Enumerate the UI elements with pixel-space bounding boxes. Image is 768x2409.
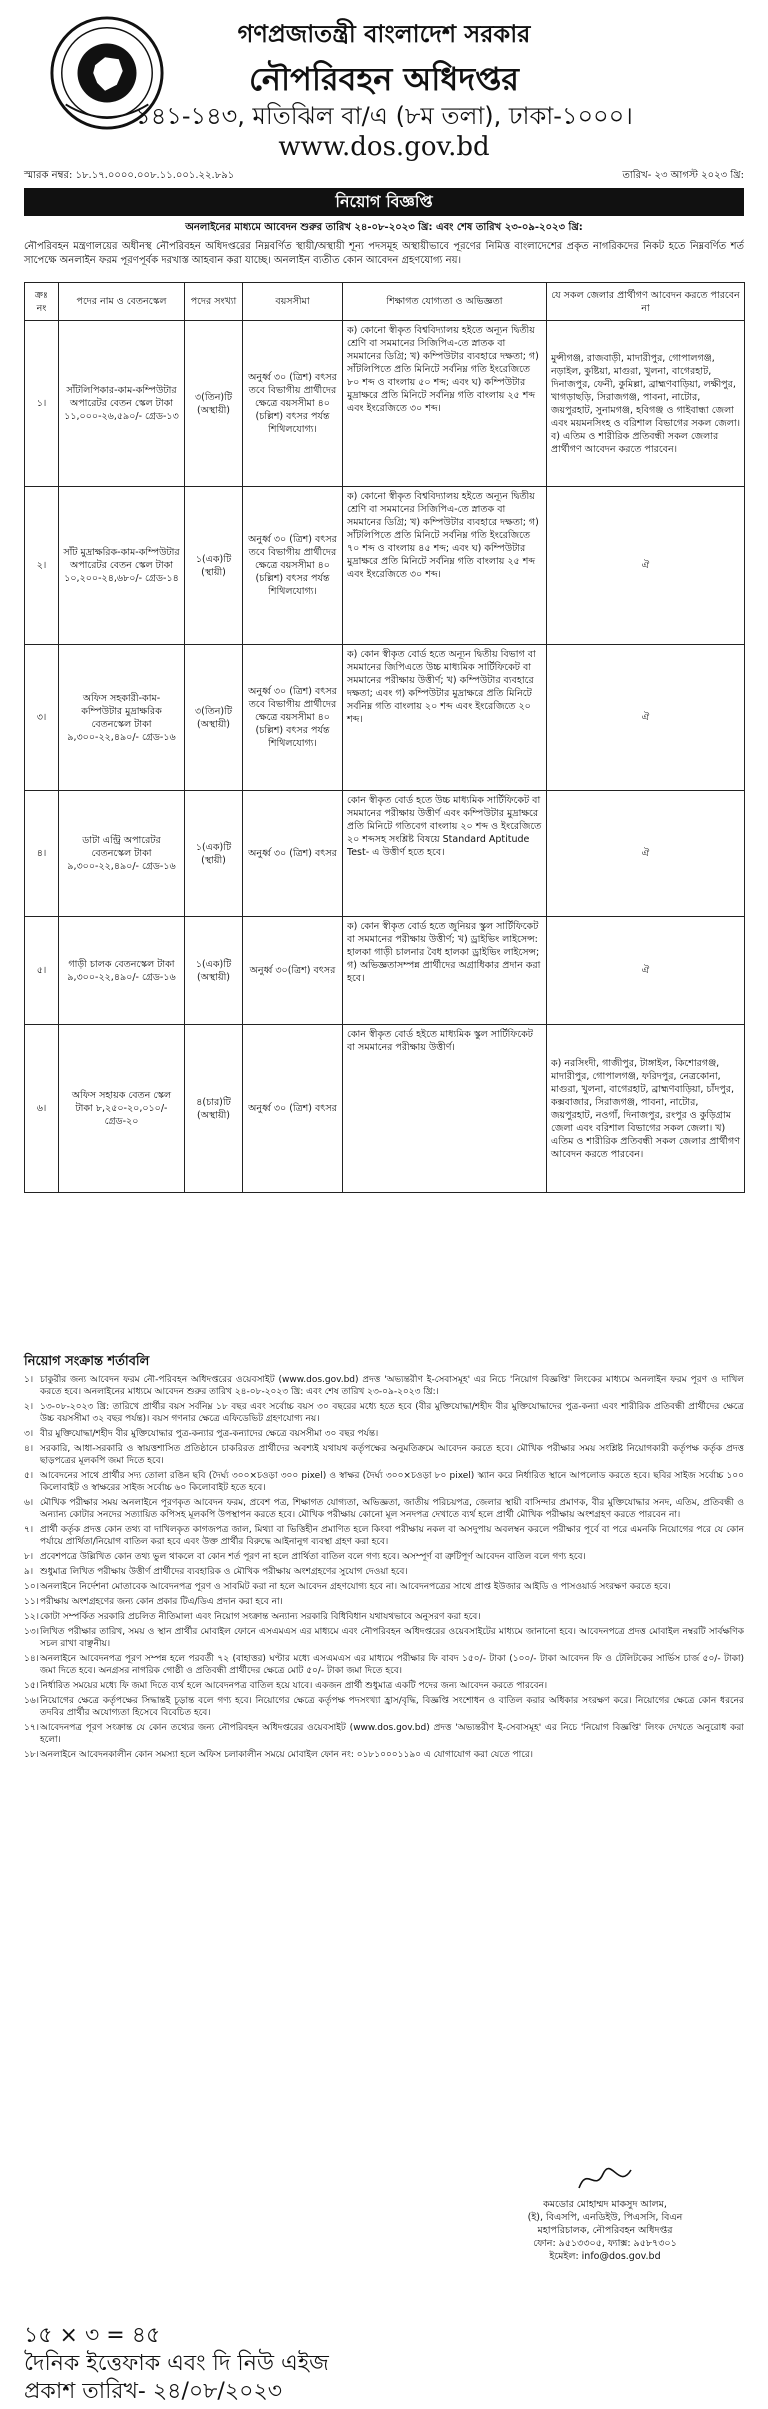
application-dates: অনলাইনের মাধ্যমে আবেদন শুরুর তারিখ ২৪-০৮-২০২৩ খ্রি: এবং শেষ তারিখ ২৩-০৯-২০২৩ খ্রি:: [185, 222, 583, 233]
row-districts: ঐ: [547, 917, 745, 1025]
signatory-name: কমডোর মোহাম্মদ মাকসুদ আলম,: [543, 2199, 667, 2210]
condition-item: ৭। প্রার্থী কর্তৃক প্রদত্ত কোন তথ্য বা দাখিলকৃত কাগজপত্র জাল, মিথ্যা বা ভিত্তিহীন প্রমাণিত হলে কিংবা পরীক্ষায় নকল বা অসদুপায় অবলম্বন করলে পরীক্ষার পূর্বে বা পরে এমনকি নিয়োগের পরে যে কোন পর্যায়ে প্রার্থিতা/নিয়োগ বাতিল করা হবে এবং উক্ত প্রার্থীর বিরুদ্ধে আইনানুগ ব্যবস্থা গ্রহণ করা হবে।: [24, 1525, 744, 1547]
row-serial: ৬।: [25, 1025, 59, 1193]
condition-item: ১৫।নির্ধারিত সময়ের মধ্যে ফি জমা দিতে ব্যর্থ হলে আবেদনপত্র বাতিল হয়ে যাবে। একজন প্রার্থী শুধুমাত্র একটি পদের জন্য আবেদন করতে পারবেন।: [24, 1681, 548, 1691]
website: www.dos.gov.bd: [278, 132, 490, 162]
posts-table: [24, 282, 745, 1193]
row-age: অনুর্ধ্ব ৩০ (ত্রিশ) বৎসর তবে বিভাগীয় প্রার্থীদের ক্ষেত্রে বয়সসীমা ৪০ (চল্লিশ) বৎসর পর্যন্ত শিথিলযোগ্য।: [243, 321, 343, 487]
memo-row: [24, 168, 744, 186]
table-row: [25, 791, 745, 917]
condition-item: ১৬।নিয়োগের ক্ষেত্রে কর্তৃপক্ষের সিদ্ধান্তই চূড়ান্ত বলে গণ্য হবে। নিয়োগের ক্ষেত্রে কর্তৃপক্ষ পদসংখ্যা হ্রাস/বৃদ্ধি, বিজ্ঞপ্তি সংশোধন ও বাতিল করার অধিকার সংরক্ষণ করে। নিয়োগের ক্ষেত্রে কোন ধরনের তদবির প্রার্থীর অযোগ্যতা হিসেবে বিবেচিত হবে।: [24, 1696, 744, 1718]
row-count: ৪(চার)টি (অস্থায়ী): [185, 1025, 243, 1193]
row-qualification: কোন স্বীকৃত বোর্ড হইতে মাধ্যমিক স্কুল সার্টিফিকেট বা সমমানের পরীক্ষায় উত্তীর্ণ।: [343, 1025, 547, 1193]
condition-item: ৬। মৌখিক পরীক্ষার সময় অনলাইনে পূরণকৃত আবেদন ফরম, প্রবেশ পত্র, শিক্ষাগত যোগ্যতা, অভিজ্ঞতা, জাতীয় পরিচয়পত্র, জেলার স্থায়ী বাসিন্দার প্রমাণক, বীর মুক্তিযোদ্ধার সনদ, এতিম, প্রতিবন্ধী ও অন্যান্য কোটার সনদের সত্যায়িত কপিসহ মূলকপি উপস্থাপন করতে হবে। মৌখিক পরীক্ষায় কোনো মূল সনদপত্র দেখাতে ব্যর্থ হলে প্রার্থী মৌখিক পরীক্ষায় অংশগ্রহণ করতে পারবেন না।: [24, 1498, 744, 1520]
row-post: অফিস সহকারী-কাম-কম্পিউটার মুদ্রাক্ষরিক বেতনস্কেল টাকা ৯,৩০০-২২,৪৯০/- গ্রেড-১৬: [59, 645, 185, 791]
notice-title: নিয়োগ বিজ্ঞপ্তি: [24, 188, 744, 216]
header-post: পদের নাম ও বেতনস্কেল: [59, 283, 185, 321]
condition-item: ৫। আবেদনের সাথে প্রার্থীর সদ্য তোলা রঙিন ছবি (দৈর্ঘ্য ৩০০×চওড়া ৩০০ pixel) ও স্বাক্ষর (দৈর্ঘ্য ৩০০×চওড়া ৮০ pixel) স্ক্যান করে নির্ধারিত স্থানে আপলোড করতে হবে। ছবির সাইজ সর্বোচ্চ ১০০ কিলোবাইট ও স্বাক্ষরের সাইজ সর্বোচ্চ ৬০ কিলোবাইট হতে হবে।: [24, 1471, 744, 1493]
memo-date: তারিখ- ২৩ আগস্ট ২০২৩ খ্রি:: [622, 170, 744, 181]
header-qualification: শিক্ষাগত যোগ্যতা ও অভিজ্ঞতা: [343, 283, 547, 321]
conditions-title: নিয়োগ সংক্রান্ত শর্তাবলি: [24, 1354, 150, 1369]
row-serial: ৩।: [25, 645, 59, 791]
publication-stamp: [24, 2322, 329, 2406]
row-districts: ঐ: [547, 487, 745, 645]
row-qualification: ক) কোনো স্বীকৃত বিশ্ববিদ্যালয় হইতে অন্যূন দ্বিতীয় শ্রেণি বা সমমানের সিজিপিএ-তে স্নাতক বা সমমানের ডিগ্রি; খ) কম্পিউটার ব্যবহারে দক্ষতা; গ) সাঁটলিপিতে প্রতি মিনিটে সর্বনিম্ন গতি ইংরেজিতে ৮০ শব্দ ও বাংলায় ৫০ শব্দ; এবং ঘ) কম্পিউটার মুদ্রাক্ষরে প্রতি মিনিটে সর্বনিম্ন গতি বাংলায় ২৫ শব্দ এবং ইংরেজিতে ৩০ শব্দ।: [343, 321, 547, 487]
row-count: ১(এক)টি (অস্থায়ী): [185, 917, 243, 1025]
row-serial: ৪।: [25, 791, 59, 917]
government-name: গণপ্রজাতন্ত্রী বাংলাদেশ সরকার: [237, 20, 531, 48]
row-post: গাড়ী চালক বেতনস্কেল টাকা ৯,৩০০-২২,৪৯০/- গ্রেড-১৬: [59, 917, 185, 1025]
row-post: সাঁটলিপিকার-কাম-কম্পিউটার অপারেটর বেতন স্কেল টাকা ১১,০০০-২৬,৫৯০/- গ্রেড-১৩: [59, 321, 185, 487]
signatory-title: মহাপরিচালক, নৌপরিবহন অধিদপ্তর: [537, 2225, 673, 2236]
header-age: বয়সসীমা: [243, 283, 343, 321]
row-age: অনুর্ধ্ব ৩০(ত্রিশ) বৎসর: [243, 917, 343, 1025]
row-post: অফিস সহায়ক বেতন স্কেল টাকা ৮,২৫০-২০,০১০/- গ্রেড-২০: [59, 1025, 185, 1193]
row-qualification: ক) কোন স্বীকৃত বোর্ড হতে অন্যূন দ্বিতীয় বিভাগ বা সমমানের জিপিএতে উচ্চ মাধ্যমিক সার্টিফিকেট বা সমমানের পরীক্ষায় উত্তীর্ণ; খ) কম্পিউটার ব্যবহারে দক্ষতা; এবং গ) কম্পিউটার মুদ্রাক্ষরে প্রতি মিনিটে সর্বনিম্ন গতি বাংলায় ২০ শব্দ এবং ইংরেজিতে ২০ শব্দ।: [343, 645, 547, 791]
condition-item: ১৪।অনলাইনে আবেদনপত্র পূরণ সম্পন্ন হলে পরবর্তী ৭২ (বাহাত্তর) ঘণ্টার মধ্যে এসএমএস এর মাধ্যমে পরীক্ষার ফি বাবদ ১৫০/- টাকা (১০০/- টাকা আবেদন ফি ও টেলিটকের সার্ভিস চার্জ ৫০/- টাকা) জমা দিতে হবে। অনগ্রসর নাগরিক গোষ্ঠী ও প্রতিবন্ধী প্রার্থীদের ক্ষেত্রে মোট ৫০/- টাকা জমা দিতে হবে।: [24, 1654, 744, 1676]
row-qualification: ক) কোনো স্বীকৃত বিশ্ববিদ্যালয় হইতে অন্যূন দ্বিতীয় শ্রেণি বা সমমানের সিজিপিএ-তে স্নাতক বা সমমানের ডিগ্রি; খ) কম্পিউটার ব্যবহারে দক্ষতা; গ) সাঁটলিপিতে প্রতি মিনিটে সর্বনিম্ন গতি ইংরেজিতে ৭০ শব্দ ও বাংলায় ৪৫ শব্দ; এবং ঘ) কম্পিউটার মুদ্রাক্ষরে প্রতি মিনিটে সর্বনিম্ন গতি বাংলায় ২৫ শব্দ এবং ইংরেজিতে ৩০ শব্দ।: [343, 487, 547, 645]
row-age: অনুর্ধ্ব ৩০ (ত্রিশ) বৎসর: [243, 791, 343, 917]
department-name: নৌপরিবহন অধিদপ্তর: [248, 60, 520, 98]
row-count: ১(এক)টি (স্থায়ী): [185, 487, 243, 645]
table-row: [25, 917, 745, 1025]
row-age: অনুর্ধ্ব ৩০ (ত্রিশ) বৎসর তবে বিভাগীয় প্রার্থীদের ক্ষেত্রে বয়সসীমা ৪০ (চল্লিশ) বৎসর পর্যন্ত শিথিলযোগ্য।: [243, 487, 343, 645]
condition-item: ১০।অনলাইনে নির্দেশনা মোতাবেক আবেদনপত্র পূরণ ও সাবমিট করা না হলে আবেদন গ্রহণযোগ্য হবে না। আবেদনপত্রের সাথে প্রাপ্ত ইউজার আইডি ও পাসওয়ার্ড সংরক্ষণ করতে হবে।: [24, 1582, 671, 1592]
row-count: ১(এক)টি (স্থায়ী): [185, 791, 243, 917]
header-count: পদের সংখ্যা: [185, 283, 243, 321]
signature-block: [470, 2162, 740, 2263]
condition-item: ৩। বীর মুক্তিযোদ্ধা/শহীদ বীর মুক্তিযোদ্ধার পুত্র-কন্যার পুত্র-কন্যাদের ক্ষেত্রে বয়সসীমা ৩০ বছর পর্যন্ত।: [24, 1429, 379, 1439]
ad-size: ১৫ × ৩ = ৪৫: [24, 2323, 161, 2348]
publication-date: প্রকাশ তারিখ- ২৪/০৮/২০২৩: [24, 2379, 283, 2404]
signatory-phone: ফোন: ৯৫১৩৩০৫, ফ্যাক্স: ৯৫৮৭৩০১: [533, 2238, 677, 2249]
condition-item: ১১।পরীক্ষায় অংশগ্রহণের জন্য কোন প্রকার টিএ/ডিএ প্রদান করা হবে না।: [24, 1597, 283, 1607]
header-districts: যে সকল জেলার প্রার্থীগণ আবেদন করতে পারবেন না: [547, 283, 745, 321]
row-age: অনুর্ধ্ব ৩০ (ত্রিশ) বৎসর তবে বিভাগীয় প্রার্থীদের ক্ষেত্রে বয়সসীমা ৪০ (চল্লিশ) বৎসর পর্যন্ত শিথিলযোগ্য।: [243, 645, 343, 791]
table-row: [25, 321, 745, 487]
conditions-list: [24, 1374, 744, 2152]
condition-item: ১৩।লিখিত পরীক্ষার তারিখ, সময় ও স্থান প্রার্থীর মোবাইল ফোনে এসএমএস এর মাধ্যমে এবং নৌপরিবহন অধিদপ্তরের ওয়েবসাইটের মাধ্যমে জানানো হবে। আবেদনপত্রে প্রদত্ত মোবাইল নম্বরটি সার্বক্ষণিক সচল রাখা বাঞ্ছনীয়।: [24, 1627, 744, 1649]
row-districts: ঐ: [547, 645, 745, 791]
row-count: ৩(তিন)টি (অস্থায়ী): [185, 645, 243, 791]
row-serial: ৫।: [25, 917, 59, 1025]
signatory-rank: (ই), বিএসপি, এনডিইউ, পিএসসি, বিএন: [527, 2212, 683, 2223]
condition-item: ৪। সরকারি, আধা-সরকারি ও স্বায়ত্তশাসিত প্রতিষ্ঠানে চাকরিরত প্রার্থীদের অবশ্যই যথাযথ কর্তৃপক্ষের অনুমতিক্রমে আবেদন করতে হবে। মৌখিক পরীক্ষার সময় সংশ্লিষ্ট নিয়োগকারী কর্তৃপক্ষ কর্তৃক প্রদত্ত ছাড়পত্রের মূলকপি জমা দিতে হবে।: [24, 1444, 744, 1466]
condition-item: ২। ১৩-০৮-২০২৩ খ্রি: তারিখে প্রার্থীর বয়স সর্বনিম্ন ১৮ বছর এবং সর্বোচ্চ বয়স ৩০ বছরের মধ্যে হতে হবে (বীর মুক্তিযোদ্ধা/শহীদ বীর মুক্তিযোদ্ধাদের পুত্র-কন্যা এবং শারীরিক প্রতিবন্ধী প্রার্থীদের ক্ষেত্রে উচ্চ বয়সসীমা ৩২ বছর পর্যন্ত)। বয়স গণনার ক্ষেত্রে এফিডেভিট গ্রহণযোগ্য নয়।: [24, 1402, 744, 1424]
table-row: [25, 645, 745, 791]
letterhead: [0, 0, 768, 162]
row-age: অনুর্ধ্ব ৩০ (ত্রিশ) বৎসর: [243, 1025, 343, 1193]
row-qualification: কোন স্বীকৃত বোর্ড হতে উচ্চ মাধ্যমিক সার্টিফিকেট বা সমমানের পরীক্ষায় উত্তীর্ণ এবং কম্পিউটার মুদ্রাক্ষরে প্রতি মিনিটে গতিবেগ বাংলায় ২০ শব্দ ও ইংরেজিতে ২০ শব্দসহ সংশ্লিষ্ট বিষয়ে Standard Aptitude Test- এ উত্তীর্ণ হতে হবে।: [343, 791, 547, 917]
condition-item: ১। চাকুরীর জন্য আবেদন ফরম নৌ-পরিবহন অধিদপ্তরের ওয়েবসাইট (www.dos.gov.bd) প্রদত্ত 'অভ্যন্তরীণ ই-সেবাসমূহ' এর নিচে 'নিয়োগ বিজ্ঞপ্তি' লিংকের মাধ্যমে অনলাইন ফরম পূরণ ও দাখিল করতে হবে। অনলাইনের মাধ্যমে আবেদন শুরুর তারিখ ২৪-০৮-২০২৩ খ্রি: এবং শেষ তারিখ ২৩-০৯-২০২৩ খ্রি:।: [24, 1375, 744, 1397]
condition-item: ১৮।অনলাইনে আবেদনকালীন কোন সমস্যা হলে অফিস চলাকালীন সময়ে মোবাইল ফোন নং: ০১৮১০০০১১৯০ এ যোগাযোগ করা যেতে পারে।: [24, 1750, 534, 1760]
row-post: ডাটা এন্ট্রি অপারেটর বেতনস্কেল টাকা ৯,৩০০-২২,৪৯০/- গ্রেড-১৬: [59, 791, 185, 917]
condition-item: ৮। প্রবেশপত্রে উল্লিখিত কোন তথ্য ভুল থাকলে বা কোন শর্ত পূরণ না হলে প্রার্থিতা বাতিল বলে গণ্য হবে। অসম্পূর্ণ বা ত্রুটিপূর্ণ আবেদন বাতিল বলে গণ্য হবে।: [24, 1552, 586, 1562]
row-qualification: ক) কোন স্বীকৃত বোর্ড হতে জুনিয়র স্কুল সার্টিফিকেট বা সমমানের পরীক্ষায় উত্তীর্ণ; খ) ড্রাইভিং লাইসেন্স: হালকা গাড়ী চালনার বৈধ হালকা ড্রাইভিং লাইসেন্স; গ) অভিজ্ঞতাসম্পন্ন প্রার্থীদের অগ্রাধিকার প্রদান করা হবে।: [343, 917, 547, 1025]
row-post: সাঁট মুদ্রাক্ষরিক-কাম-কম্পিউটার অপারেটর বেতন স্কেল টাকা ১০,২০০-২৪,৬৮০/- গ্রেড-১৪: [59, 487, 185, 645]
row-serial: ১।: [25, 321, 59, 487]
newspapers: দৈনিক ইত্তেফাক এবং দি নিউ এইজ: [24, 2351, 329, 2376]
table-row: [25, 487, 745, 645]
memo-ref: স্মারক নম্বর: ১৮.১৭.০০০০.০০৮.১১.০০১.২২.৮৯১: [24, 170, 235, 181]
condition-item: ১২।কোটা সম্পর্কিত সরকারি প্রচলিত নীতিমালা এবং নিয়োগ সংক্রান্ত অন্যান্য সরকারি বিধিবিধান যথাযথভাবে অনুসরণ করা হবে।: [24, 1612, 481, 1622]
signature-icon: [575, 2162, 635, 2196]
table-header-row: [25, 283, 745, 321]
office-address: ১৪১-১৪৩, মতিঝিল বা/এ (৮ম তলা), ঢাকা-১০০০।: [135, 102, 633, 130]
condition-item: ১৭।আবেদনপত্র পূরণ সংক্রান্ত যে কোন তথ্যের জন্য নৌপরিবহন অধিদপ্তরের ওয়েবসাইট (www.dos.gov.bd) প্রদত্ত 'অভ্যন্তরীণ ই-সেবাসমূহ' এর নিচে 'নিয়োগ বিজ্ঞপ্তি' লিংক দেখতে অনুরোধ করা হলো।: [24, 1723, 744, 1745]
row-districts: মুন্সীগঞ্জ, রাজবাড়ী, মাদারীপুর, গোপালগঞ্জ, নড়াইল, কুষ্টিয়া, মাগুরা, খুলনা, বাগেরহাট, দিনাজপুর, ফেনী, কুমিল্লা, ব্রাহ্মণবাড়িয়া, লক্ষীপুর, খাগড়াছড়ি, সিরাজগঞ্জ, পাবনা, নাটোর, জয়পুরহাট, সুনামগঞ্জ, হবিগঞ্জ ও গাইবান্ধা জেলা এবং ময়মনসিংহ ও বরিশাল বিভাগের সকল জেলা। ব) এতিম ও শারীরিক প্রতিবন্ধী সকল জেলার প্রার্থীগণ আবেদন করতে পারবেন।: [547, 321, 745, 487]
row-count: ৩(তিন)টি (অস্থায়ী): [185, 321, 243, 487]
table-row: [25, 1025, 745, 1193]
row-serial: ২।: [25, 487, 59, 645]
row-districts: ক) নরসিংদী, গাজীপুর, টাঙ্গাইল, কিশোরগঞ্জ, মাদারীপুর, গোপালগঞ্জ, ফরিদপুর, নেত্রকোনা, মাগুরা, খুলনা, বাগেরহাট, ব্রাহ্মণবাড়িয়া, চাঁদপুর, কক্সবাজার, সিরাজগঞ্জ, পাবনা, নাটোর, জয়পুরহাট, নওগাঁ, দিনাজপুর, রংপুর ও কুড়িগ্রাম জেলা এবং বরিশাল বিভাগের সকল জেলা। খ) এতিম ও শারীরিক প্রতিবন্ধী সকল জেলার প্রার্থীগণ আবেদন করতে পারবেন।: [547, 1025, 745, 1193]
intro-paragraph: নৌপরিবহন মন্ত্রণালয়ের অধীনস্থ নৌপরিবহন অধিদপ্তরের নিম্নবর্ণিত স্থায়ী/অস্থায়ী শূন্য পদসমূহ অস্থায়ীভাবে পূরণের নিমিত্ত বাংলাদেশের প্রকৃত নাগরিকদের নিকট হতে নিম্নবর্ণিত শর্ত সাপেক্ষে অনলাইন ফরম পূরণপূর্বক দরখাস্ত আহবান করা যাচ্ছে। অনলাইন ব্যতীত কোন আবেদন গ্রহণযোগ্য নয়।: [24, 241, 744, 266]
row-districts: ঐ: [547, 791, 745, 917]
signatory-email: ইমেইল: info@dos.gov.bd: [549, 2251, 661, 2262]
header-serial: ক্রঃ নং: [25, 283, 59, 321]
condition-item: ৯। শুধুমাত্র লিখিত পরীক্ষায় উত্তীর্ণ প্রার্থীদের ব্যবহারিক ও মৌখিক পরীক্ষায় অংশগ্রহণের সুযোগ দেওয়া হবে।: [24, 1567, 408, 1577]
